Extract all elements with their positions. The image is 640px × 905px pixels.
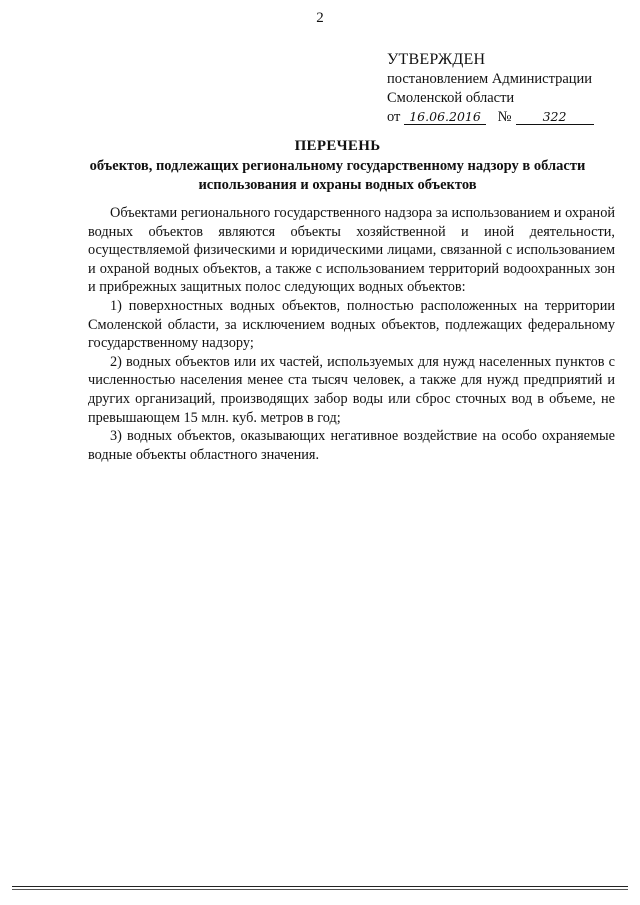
bottom-rule (12, 886, 628, 887)
list-item-2: 2) водных объектов или их частей, используемых для нужд населенных пунктов с численностью населения менее ста тысяч человек, а также для нужд предприятий и других организаций, производящих забор воды или сброс сточных вод в объеме, не превышающем 15 млн. куб. метров в год; (88, 353, 615, 426)
document-title-block (60, 137, 615, 195)
document-subtitle: объектов, подлежащих региональному государственному надзору в области использования и охраны водных объектов (89, 158, 586, 193)
list-item-1: 1) поверхностных водных объектов, полностью расположенных на территории Смоленской области, за исключением водных объектов, подлежащих федеральному государственному надзору; (88, 297, 615, 352)
page-number: 2 (316, 10, 324, 26)
handwritten-number: 322 (516, 109, 594, 125)
approval-line-decree: постановлением Администрации (387, 71, 593, 87)
list-item-3: 3) водных объектов, оказывающих негативное воздействие на особо охраняемые водные объекты областного значения. (88, 428, 615, 463)
approval-block (387, 50, 627, 127)
approval-line-region: Смоленской области (387, 90, 515, 106)
from-label: от (387, 109, 401, 125)
document-title: ПЕРЕЧЕНЬ (294, 138, 381, 154)
intro-paragraph: Объектами регионального государственного надзора за использованием и охраной водных объектов являются объекты хозяйственной и иной деятельности, осуществляемой физическими и юридическими лицами, связанной с использованием и охраной водных объектов, а также с использованием территорий водоохранных зон и прибрежных защитных полос следующих водных объектов: (88, 205, 615, 296)
bottom-rule-secondary (12, 889, 628, 890)
document-body (88, 204, 615, 464)
number-sign: № (497, 109, 512, 125)
handwritten-date: 16.06.2016 (404, 109, 486, 125)
approval-heading: УТВЕРЖДЕН (387, 51, 486, 68)
approval-date-number-line (387, 108, 627, 127)
